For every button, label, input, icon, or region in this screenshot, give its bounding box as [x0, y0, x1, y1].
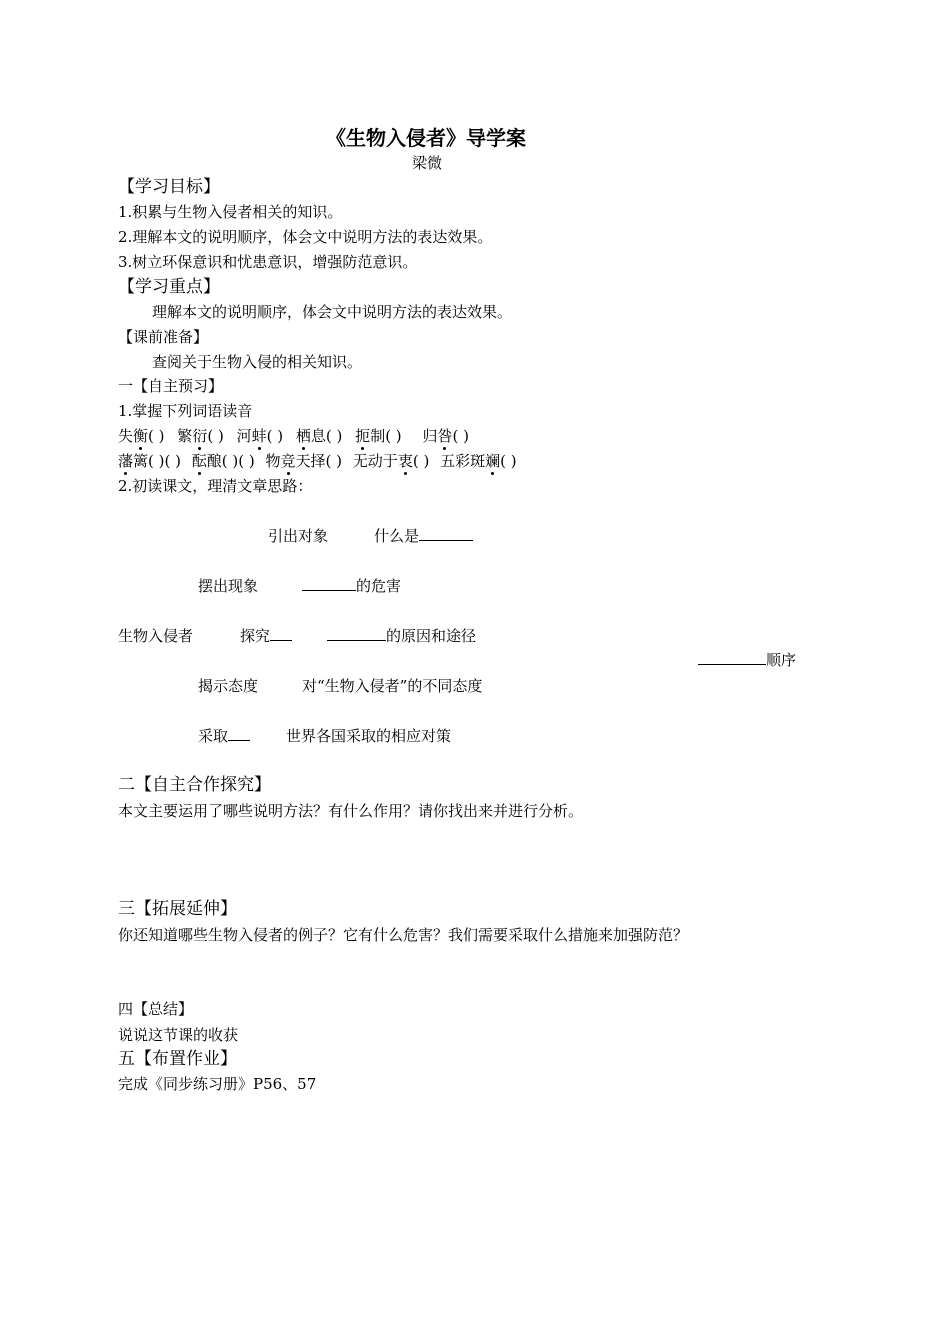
vocab-item: 失衡( )	[118, 427, 165, 445]
outline-phenomenon-label: 摆出现象	[198, 577, 259, 595]
outline-order	[698, 650, 796, 670]
fill-blank[interactable]	[270, 626, 292, 641]
outline-whatis-label: 什么是	[374, 527, 420, 545]
outline-explore-label: 探究	[240, 627, 271, 645]
inquiry-text: 本文主要运用了哪些说明方法？有什么作用？请你找出来并进行分析。	[118, 802, 584, 820]
fill-blank[interactable]	[327, 626, 386, 641]
outline-reveal-label: 揭示态度	[198, 677, 259, 695]
extend-heading: 三【拓展延伸】	[118, 899, 237, 919]
vocab-item: 繁衍( )	[177, 427, 224, 445]
extend-text: 你还知道哪些生物入侵者的例子？它有什么危害？我们需要采取什么措施来加强防范？	[118, 926, 689, 944]
page-title: 《生物入侵者》导学案	[326, 126, 526, 150]
fill-blank[interactable]	[698, 650, 766, 665]
focus-heading: 【学习重点】	[118, 277, 220, 297]
summary-heading: 四【总结】	[118, 1000, 194, 1018]
outline-intro-label: 引出对象	[268, 527, 329, 545]
focus-text: 理解本文的说明顺序，体会文中说明方法的表达效果。	[152, 303, 513, 321]
fill-blank[interactable]	[419, 526, 473, 541]
vocab-task-label: 1.掌握下列词语读音	[118, 402, 253, 420]
goal-item: 1.积累与生物入侵者相关的知识。	[118, 203, 343, 221]
vocab-item: 无动于衷( )	[352, 452, 430, 470]
goals-heading: 【学习目标】	[118, 177, 220, 197]
vocab-item: 物竞天择( )	[265, 452, 343, 470]
author-name: 梁微	[412, 154, 443, 172]
outline-attitude-label: 对“生物入侵者”的不同态度	[302, 677, 483, 695]
vocab-item: 归咎( )	[422, 427, 469, 445]
vocab-item: 扼制( )	[355, 427, 402, 445]
outline-root-label: 生物入侵者	[118, 627, 194, 645]
goal-item: 3.树立环保意识和忧患意识，增强防范意识。	[118, 253, 418, 271]
preview-heading: 一【自主预习】	[118, 377, 224, 395]
vocab-item: 河蚌( )	[236, 427, 284, 445]
outline-explore	[240, 626, 292, 646]
summary-text: 说说这节课的收获	[118, 1026, 239, 1044]
outline-harm	[302, 576, 401, 596]
outline-adopt-label: 采取	[198, 727, 229, 745]
fill-blank[interactable]	[228, 726, 250, 741]
homework-heading: 五【布置作业】	[118, 1049, 237, 1069]
outline-order-label: 顺序	[766, 651, 797, 669]
homework-text: 完成《同步练习册》P56、57	[118, 1075, 317, 1093]
vocab-item: 藩篱( )( )	[118, 452, 181, 470]
outline-measures-label: 世界各国采取的相应对策	[286, 727, 452, 745]
vocab-row-2	[118, 451, 517, 471]
vocab-item: 酝酿( )( )	[191, 452, 255, 470]
prep-text: 查阅关于生物入侵的相关知识。	[152, 353, 363, 371]
outline-task-label: 2.初读课文，理清文章思路：	[118, 477, 313, 495]
fill-blank[interactable]	[302, 576, 356, 591]
inquiry-heading: 二【自主合作探究】	[118, 775, 271, 795]
vocab-item: 栖息( )	[295, 427, 343, 445]
prep-heading: 【课前准备】	[118, 328, 209, 346]
outline-causes-label: 的原因和途径	[386, 627, 477, 645]
outline-causes	[327, 626, 476, 646]
vocab-row-1	[118, 426, 469, 446]
outline-whatis	[374, 526, 473, 546]
outline-adopt	[198, 726, 250, 746]
vocab-item: 五彩斑斓( )	[440, 452, 517, 470]
goal-item: 2.理解本文的说明顺序，体会文中说明方法的表达效果。	[118, 228, 493, 246]
outline-harm-label: 的危害	[356, 577, 402, 595]
